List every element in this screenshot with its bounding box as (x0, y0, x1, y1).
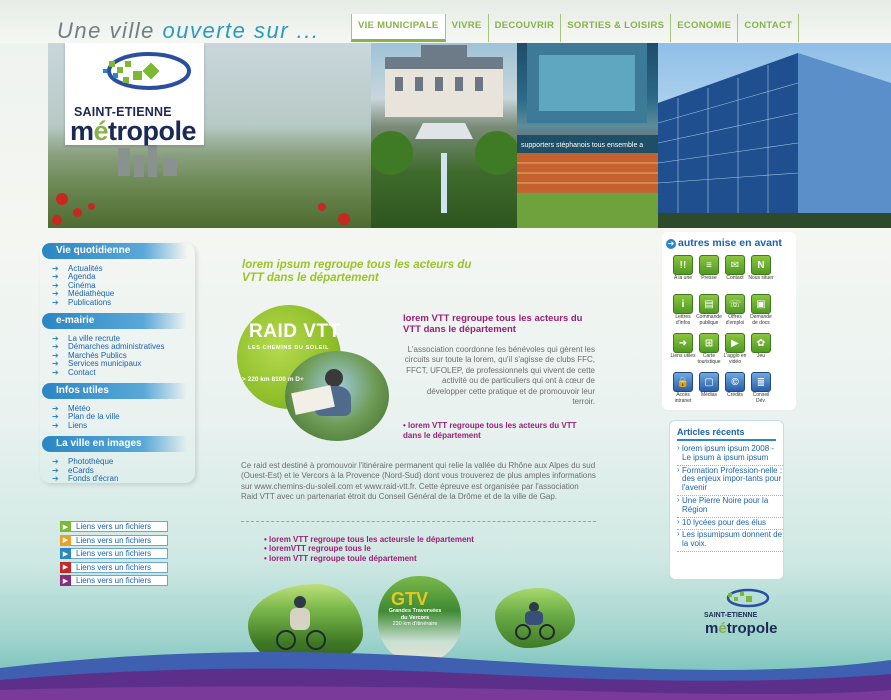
quick-links-grid (671, 255, 775, 409)
file-link[interactable] (60, 521, 168, 532)
stadium-illustration (517, 43, 658, 228)
sidebar-item-label: Démarches administratives (68, 342, 165, 352)
logo-accent-letter: é (93, 116, 109, 146)
file-links (60, 521, 168, 589)
quick-link-13[interactable] (697, 372, 721, 409)
article-heading: lorem VTT regroupe tous les acteurs du VTT dans le département (403, 313, 583, 335)
quick-link-label: Conseil Dév. (752, 392, 770, 404)
article-link[interactable]: • loremVTT regroupe tous le (264, 544, 371, 554)
sidebar-heading: e-mairie (42, 313, 187, 329)
quick-link-label: Jeu (756, 353, 766, 359)
video-icon: ▶ (725, 333, 745, 353)
city-tower (134, 155, 144, 177)
article-item[interactable]: › Les ipsumipsum donnent de la voix. (677, 530, 783, 552)
docs-icon: ▣ (751, 294, 771, 314)
info-icon: i (673, 294, 693, 314)
recent-articles-rule (677, 439, 776, 441)
raid-vtt-image (237, 305, 391, 439)
sidebar-menu (42, 329, 192, 377)
sidebar-section-e-mairie (42, 313, 192, 377)
quick-link-label: Médias (700, 392, 718, 398)
recent-articles-list (677, 444, 783, 552)
banner-photo-townhall (371, 43, 517, 228)
quick-link-label: Presse (701, 275, 717, 281)
quick-link-label: Liens utiles (670, 353, 696, 359)
logo-letters: tropole (726, 620, 778, 637)
gtv-note: 230 km d'itinéraire (392, 621, 438, 627)
bike-wheel (515, 624, 531, 640)
sidebar-heading: La ville en images (42, 436, 187, 452)
quick-link-label: A la une (673, 275, 693, 281)
map-icon: N (751, 255, 771, 275)
arrow-circle-icon: ➜ (667, 239, 675, 248)
sidebar-section-vie-quotidienne (42, 243, 192, 307)
left-sidebar (42, 243, 192, 490)
sidebar-item-label: Marchés Publics (68, 350, 127, 360)
sidebar-section-infos-utiles (42, 383, 192, 430)
link-icon: ➜ (673, 333, 693, 353)
quick-link-label: Lettres d'infos (675, 314, 691, 326)
arrow-right-icon: ➔ (52, 465, 59, 475)
sidebar-menu (42, 452, 192, 483)
gtv-subtitle (385, 608, 445, 628)
sidebar-item-label: Cinéma (68, 280, 96, 290)
logo-text-top: SAINT-ETIENNE (74, 105, 172, 119)
logo-mark-icon (65, 43, 204, 103)
tourism-map-icon: ⊞ (699, 333, 719, 353)
arrow-right-icon: ➔ (52, 342, 59, 352)
lock-icon: 🔒 (673, 372, 693, 392)
sidebar-item-label: Contact (68, 367, 96, 377)
raid-stat: > 220 km 8100 m D+ (242, 376, 304, 383)
quick-link-8[interactable] (671, 333, 695, 370)
arrow-right-icon: ➔ (52, 412, 59, 422)
file-link-label: Liens vers un fichiers (76, 549, 152, 558)
cyclist-figure (294, 596, 306, 608)
city-tower (118, 148, 130, 176)
footer-logo-main (705, 620, 778, 637)
arrow-right-icon: ➔ (52, 404, 59, 414)
arrow-right-icon: ➔ (52, 334, 59, 344)
cyclist-figure (325, 369, 343, 387)
copyright-icon: © (725, 372, 745, 392)
article-item[interactable]: › 10 lycées pour des élus (677, 518, 783, 531)
nav-sorties-loisirs[interactable]: SORTIES & LOISIRS (561, 14, 671, 42)
arrow-right-icon: ▶ (60, 548, 71, 559)
arrow-right-icon: ➔ (52, 297, 59, 307)
quick-link-1[interactable] (697, 255, 721, 292)
file-link-label: Liens vers un fichiers (76, 562, 152, 572)
quick-link-9[interactable] (697, 333, 721, 370)
header-banner (48, 43, 891, 228)
sidebar-item-label: Plan de la ville (68, 412, 120, 422)
quick-link-label: Demande de docs (750, 314, 772, 326)
arrow-right-icon: ➔ (52, 474, 59, 484)
sidebar-item-contact[interactable] (52, 369, 192, 377)
sidebar-section-images (42, 436, 192, 483)
arrow-right-icon: ▶ (60, 575, 71, 586)
article-item[interactable]: › Une Pierre Noire pour la Région (677, 496, 783, 518)
cyclist-figure (525, 611, 543, 625)
sidebar-item-publications[interactable] (52, 299, 192, 307)
footer-logo[interactable] (704, 585, 784, 641)
bike-wheel (539, 624, 555, 640)
arrow-right-icon: ➔ (52, 457, 59, 467)
arrow-right-icon: ➔ (52, 280, 59, 290)
sidebar-item-label: Services municipaux (68, 359, 142, 369)
news-icon: !! (673, 255, 693, 275)
quick-link-label: Crédits (727, 392, 743, 398)
quick-link-2[interactable] (723, 255, 747, 292)
sidebar-heading: Infos utiles (42, 383, 187, 399)
quick-link-12[interactable] (671, 372, 695, 409)
sidebar-item-fonds-ecran[interactable] (52, 475, 192, 483)
media-icon: ▢ (699, 372, 719, 392)
arrow-right-icon: ➔ (52, 289, 59, 299)
article-link[interactable]: • lorem VTT regroupe toule département (264, 553, 417, 563)
quick-link-0[interactable] (671, 255, 695, 292)
poppy-flower (73, 208, 82, 217)
sidebar-item-label: Fonds d'écran (68, 474, 119, 484)
article-link[interactable]: • lorem VTT regroupe tous les acteursle le département (264, 535, 474, 544)
gtv-subtitle-text: Grandes Traversées du Vercors (388, 608, 442, 621)
quick-link-11[interactable] (749, 333, 773, 370)
poppy-flower (318, 203, 326, 211)
building-illustration (658, 43, 891, 228)
quick-link-3[interactable] (749, 255, 773, 292)
file-link[interactable] (60, 535, 168, 546)
logo-letters: tropole (108, 116, 197, 146)
article-paragraph: Ce raid est destiné à promouvoir l'itinéraire permanent qui relie la vallée du Rhône aux Alpes du sud (Ouest-Est) et le Vercors à la Provence (Nord-Sud) dont vous trouverez de plus amples informations sur www.chemins-du-soleil.com et www.raid-vtt.fr. Cette épreuve est organisée par l'association Raid VTT avec un partenariat étroit du Conseil Général de la Drôme et de la ville de Gap. (241, 461, 596, 502)
sidebar-item-label: Publications (68, 297, 112, 307)
footer-logo-top: SAINT-ETIENNE (704, 612, 758, 619)
article-highlight-link[interactable]: • lorem VTT regroupe tous les acteurs du VTT dans le département (403, 421, 577, 440)
raid-circle-photo (285, 351, 389, 441)
press-icon: ≡ (699, 255, 719, 275)
quick-link-label: Accès intranet (674, 392, 692, 404)
cyclist-figure (290, 608, 310, 630)
sidebar-menu (42, 259, 192, 307)
quick-link-label: Commande publique (696, 314, 722, 326)
arrow-right-icon: ▶ (60, 535, 71, 546)
recent-articles-title: Articles récents (677, 427, 745, 437)
quick-link-6[interactable] (723, 294, 747, 331)
order-icon: ▤ (699, 294, 719, 314)
site-logo[interactable] (65, 43, 204, 145)
poppy-flower (52, 215, 62, 225)
nav-vie-municipale[interactable]: VIE MUNICIPALE (351, 14, 446, 42)
page-title: lorem ipsum regroupe tous les acteurs du VTT dans le département (242, 259, 472, 284)
quick-link-7[interactable] (749, 294, 773, 331)
main-navigation (351, 14, 799, 42)
quick-link-4[interactable] (671, 294, 695, 331)
quick-link-label: L'agglo en vidéo (723, 353, 747, 365)
poppy-flower (88, 203, 95, 210)
poppy-flower (56, 193, 68, 205)
stadium-banner-text: supporters stéphanois tous ensemble a (521, 142, 644, 149)
quick-link-label: Contact (726, 275, 744, 281)
sidebar-heading: Vie quotidienne (42, 243, 187, 259)
sidebar-menu (42, 399, 192, 430)
highlights-title: autres mise en avant (678, 237, 782, 249)
quick-link-label: Nous situer (748, 275, 774, 281)
logo-letter: m (70, 116, 94, 146)
quick-link-15[interactable] (749, 372, 773, 409)
article-item[interactable]: › lorem ipsum ipsum 2008 - Le ipsum à ipsum ipsum (677, 444, 783, 466)
sidebar-item-label: Photothèque (68, 457, 114, 467)
nav-vivre[interactable]: VIVRE (446, 14, 489, 42)
tagline-text: Une ville (57, 18, 163, 43)
photo-mountain-biker-2 (495, 588, 575, 648)
sidebar-item-label: La ville recrute (68, 334, 121, 344)
game-icon: ✿ (751, 333, 771, 353)
highlights-heading (666, 237, 782, 249)
tagline-accent: ouverte sur ... (162, 18, 320, 43)
quick-link-5[interactable] (697, 294, 721, 331)
nav-contact[interactable]: CONTACT (738, 14, 799, 42)
logo-letter: m (705, 620, 719, 637)
city-tower (163, 158, 177, 176)
tagline (57, 18, 320, 44)
banner-photo-stadium (517, 43, 658, 228)
arrow-right-icon: ➔ (52, 420, 59, 430)
file-link[interactable] (60, 562, 168, 573)
townhall-illustration (371, 43, 517, 228)
quick-link-label: Offres d'emploi (725, 314, 745, 326)
arrow-right-icon: ➔ (52, 272, 59, 282)
mail-icon: ✉ (725, 255, 745, 275)
sidebar-item-label: Agenda (68, 272, 96, 282)
article-links (264, 535, 474, 563)
logo-accent-letter: é (718, 620, 727, 637)
quick-link-label: Carte touristique (697, 353, 721, 365)
arrow-right-icon: ➔ (52, 350, 59, 360)
sidebar-item-liens[interactable] (52, 422, 192, 430)
article-body: L'association coordonne les bénévoles qui gèrent les circuits sur toute la lorem, qu'il s'agisse de clubs FFC, FFCT, UFOLEP, de professionnels qui vivent de cette activité ou de particuliers qui ont à cœur de développer cette pratique et de promouvoir leur terroir. (404, 345, 595, 407)
council-icon: ≣ (751, 372, 771, 392)
article-item[interactable]: › Formation Profession-nelle : des enjeux impor-tants pour l'avenir (677, 466, 783, 496)
raid-title: RAID VTT (249, 321, 341, 342)
banner-photo-building (658, 43, 891, 228)
sidebar-item-label: Médiathèque (68, 289, 115, 299)
quick-link-10[interactable] (723, 333, 747, 370)
footer-wave (0, 640, 891, 700)
divider (241, 521, 596, 522)
arrow-right-icon: ▶ (60, 521, 71, 532)
sidebar-item-label: Météo (68, 404, 91, 414)
logo-mark-icon (720, 587, 770, 609)
gtv-title: GTV (391, 589, 429, 609)
sidebar-item-label: eCards (68, 465, 94, 475)
raid-subtitle: LES CHEMINS DU SOLEIL (248, 345, 330, 351)
file-link-label: Liens vers un fichiers (76, 535, 152, 545)
arrow-right-icon: ➔ (52, 367, 59, 377)
sidebar-item-label: Actualités (68, 264, 103, 273)
file-link-label: Liens vers un fichiers (76, 522, 152, 531)
logo-text-main (70, 116, 196, 147)
sidebar-item-label: Liens (68, 420, 88, 430)
nav-decouvrir[interactable]: DECOUVRIR (489, 14, 562, 42)
quick-link-14[interactable] (723, 372, 747, 409)
nav-economie[interactable]: ECONOMIE (671, 14, 738, 42)
arrow-right-icon: ▶ (60, 562, 71, 573)
arrow-right-icon: ➔ (52, 359, 59, 369)
job-icon: ☏ (725, 294, 745, 314)
file-link[interactable] (60, 548, 168, 559)
file-link-label: Liens vers un fichiers (76, 576, 152, 585)
poppy-flower (338, 213, 350, 225)
arrow-right-icon: ➔ (52, 264, 59, 273)
file-link[interactable] (60, 575, 168, 586)
city-tower (148, 143, 157, 177)
